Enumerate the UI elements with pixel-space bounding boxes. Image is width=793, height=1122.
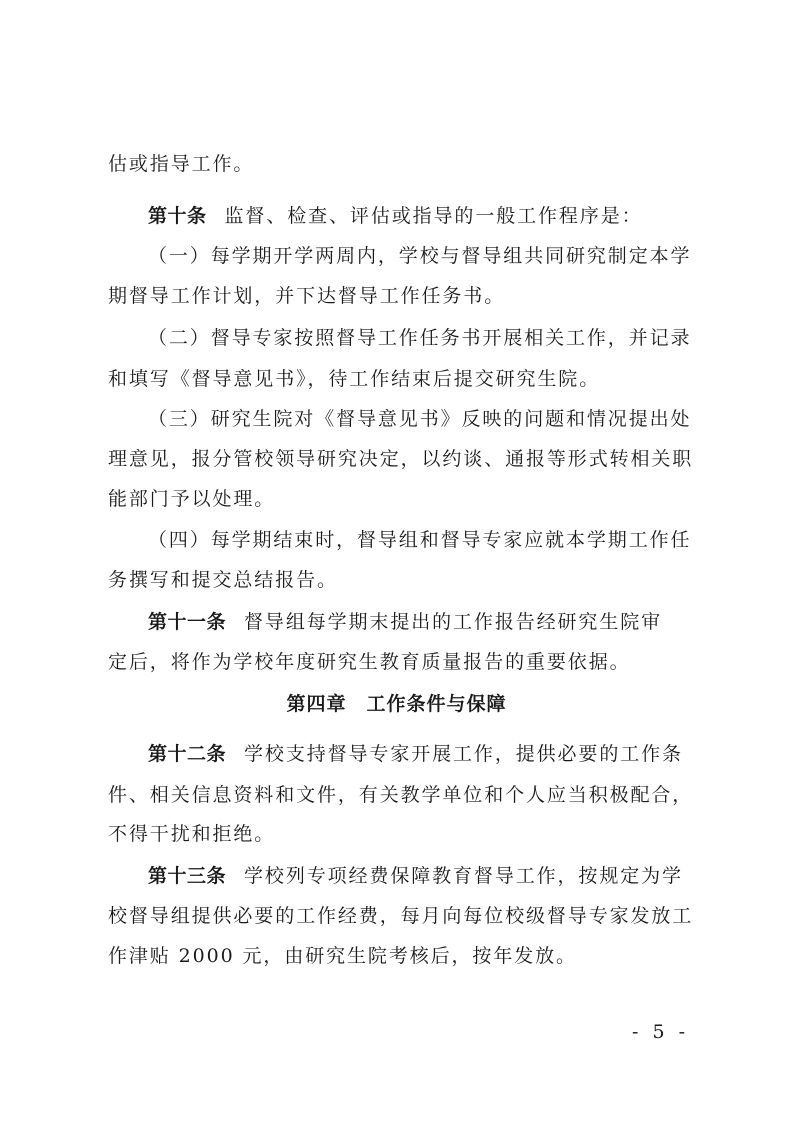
paragraph-line — [148, 528, 696, 552]
article-12-heading — [148, 742, 696, 766]
line-text: （三）研究生院对《督导意见书》反映的问题和情况提出处 — [148, 408, 692, 430]
article-label: 第十一条 — [148, 611, 227, 633]
line-text: 估或指导工作。 — [108, 153, 255, 175]
article-10-heading — [148, 204, 696, 228]
paragraph-line — [108, 568, 696, 592]
paragraph-line — [148, 326, 696, 350]
paragraph-line — [108, 822, 696, 846]
article-label: 第十三条 — [148, 865, 227, 887]
paragraph-line — [108, 904, 696, 928]
line-text: 务撰写和提交总结报告。 — [108, 569, 338, 591]
line-text: 能部门予以处理。 — [108, 488, 276, 510]
line-text: 不得干扰和拒绝。 — [108, 823, 276, 845]
line-text: 件、相关信息资料和文件，有关教学单位和个人应当积极配合， — [108, 784, 694, 806]
chapter-heading — [0, 692, 793, 716]
paragraph-line — [148, 407, 696, 431]
paragraph-line — [148, 244, 696, 268]
line-text: 监督、检查、评估或指导的一般工作程序是： — [224, 205, 643, 227]
article-13-heading — [148, 864, 696, 888]
line-text: 定后，将作为学校年度研究生教育质量报告的重要依据。 — [108, 651, 631, 673]
page-number: - 5 - — [632, 1021, 690, 1043]
paragraph-line — [108, 284, 696, 308]
article-label: 第十二条 — [148, 743, 227, 765]
line-text: 学校支持督导专家开展工作，提供必要的工作条 — [244, 743, 683, 765]
line-text: （一）每学期开学两周内，学校与督导组共同研究制定本学 — [148, 245, 692, 267]
paragraph-line — [108, 152, 696, 176]
paragraph-line — [108, 487, 696, 511]
paragraph-line — [108, 447, 696, 471]
paragraph-line — [108, 783, 696, 807]
line-text: 校督导组提供必要的工作经费，每月向每位校级督导专家发放工 — [108, 905, 694, 927]
line-text: 理意见，报分管校领导研究决定，以约谈、通报等形式转相关职 — [108, 448, 694, 470]
article-11-heading — [148, 610, 696, 634]
paragraph-line — [108, 367, 696, 391]
line-text: （四）每学期结束时，督导组和督导专家应就本学期工作任 — [148, 529, 692, 551]
line-text: 督导组每学期末提出的工作报告经研究生院审 — [244, 611, 663, 633]
paragraph-line — [108, 944, 696, 968]
chapter-title: 工作条件与保障 — [366, 693, 507, 715]
line-text: 学校列专项经费保障教育督导工作，按规定为学 — [244, 865, 683, 887]
line-text: 作津贴 2000 元，由研究生院考核后，按年发放。 — [108, 945, 577, 967]
line-text: 和填写《督导意见书》，待工作结束后提交研究生院。 — [108, 368, 601, 390]
article-label: 第十条 — [148, 205, 207, 227]
line-text: （二）督导专家按照督导工作任务书开展相关工作，并记录 — [148, 327, 692, 349]
line-text: 期督导工作计划，并下达督导工作任务书。 — [108, 285, 506, 307]
chapter-number: 第四章 — [286, 693, 347, 715]
paragraph-line — [108, 650, 696, 674]
